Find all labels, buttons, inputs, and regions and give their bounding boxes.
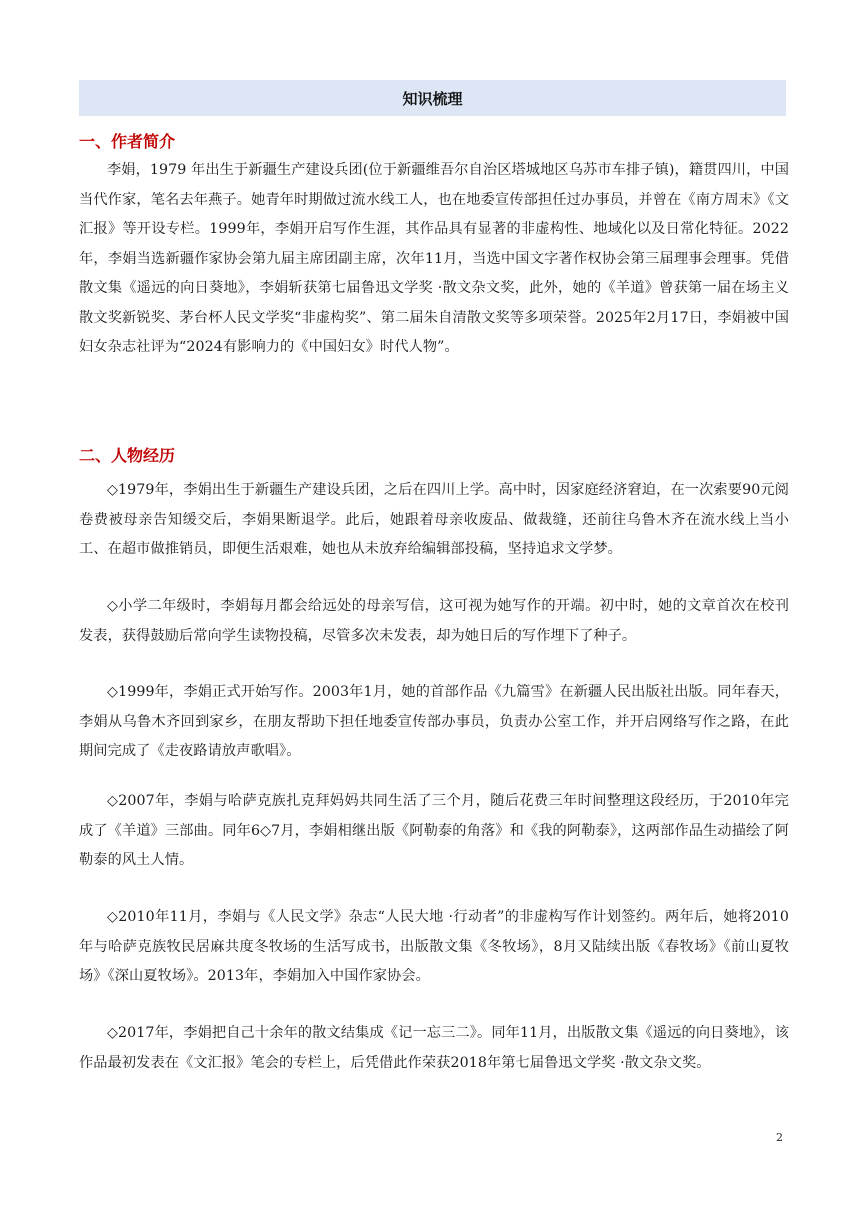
- experience-item-1999: ◇1999年，李娟正式开始写作。2003年1月，她的首部作品《九篇雪》在新疆人民出版社出版。同年春天，李娟从乌鲁木齐回到家乡，在朋友帮助下担任地委宣传部办事员，负责办公室工作，并开启网络写作之路，在此期间完成了《走夜路请放声歌唱》。: [79, 684, 789, 759]
- experience-item-1979: ◇1979年，李娟出生于新疆生产建设兵团，之后在四川上学。高中时，因家庭经济窘迫，在一次索要90元阅卷费被母亲告知缓交后，李娟果断退学。此后，她跟着母亲收废品、做裁缝，还前往乌鲁木齐在流水线上当小工、在超市做推销员，即便生活艰难，她也从未放弃给编辑部投稿，坚持追求文学梦。: [79, 482, 789, 557]
- experience-item-2010: ◇2010年11月，李娟与《人民文学》杂志“人民大地 ·行动者”的非虚构写作计划签约。两年后，她将2010年与哈萨克族牧民居麻共度冬牧场的生活写成书，出版散文集《冬牧场》，8月又陆续出版《春牧场》《前山夏牧场》《深山夏牧场》。2013年，李娟加入中国作家协会。: [79, 909, 789, 984]
- section-heading-author-intro: 一、作者简介: [79, 132, 176, 151]
- page-number: 2: [776, 1131, 783, 1144]
- experience-item-2017: ◇2017年，李娟把自己十余年的散文结集成《记一忘三二》。同年11月，出版散文集《遥远的向日葵地》，该作品最初发表在《文汇报》笔会的专栏上，后凭借此作荣获2018年第七届鲁迅文学奖 ·散文杂文奖。: [79, 1025, 789, 1071]
- section-heading-life-experience: 二、人物经历: [79, 446, 176, 465]
- knowledge-summary-header: [79, 80, 786, 116]
- experience-item-primary-school: ◇小学二年级时，李娟每月都会给远处的母亲写信，这可视为她写作的开端。初中时，她的文章首次在校刊发表，获得鼓励后常向学生读物投稿，尽管多次未发表，却为她日后的写作埋下了种子。: [79, 598, 789, 644]
- experience-item-2007: ◇2007年，李娟与哈萨克族扎克拜妈妈共同生活了三个月，随后花费三年时间整理这段经历，于2010年完成了《羊道》三部曲。同年6◇7月，李娟相继出版《阿勒泰的角落》和《我的阿勒泰》，这两部作品生动描绘了阿勒泰的风土人情。: [79, 793, 789, 868]
- header-title: 知识梳理: [402, 89, 463, 108]
- author-intro-paragraph: 李娟，1979 年出生于新疆生产建设兵团(位于新疆维吾尔自治区塔城地区乌苏市车排子镇)，籍贯四川，中国当代作家，笔名去年燕子。她青年时期做过流水线工人，也在地委宣传部担任过办事员，并曾在《南方周末》《文汇报》等开设专栏。1999年，李娟开启写作生涯，其作品具有显著的非虚构性、地域化以及日常化特征。2022年，李娟当选新疆作家协会第九届主席团副主席，次年11月，当选中国文字著作权协会第三届理事会理事。凭借散文集《遥远的向日葵地》，李娟斩获第七届鲁迅文学奖 ·散文杂文奖，此外，她的《羊道》曾获第一届在场主义散文奖新锐奖、茅台杯人民文学奖“非虚构奖”、第二届朱自清散文奖等多项荣誉。2025年2月17日，李娟被中国妇女杂志社评为“2024有影响力的《中国妇女》时代人物”。: [79, 162, 789, 355]
